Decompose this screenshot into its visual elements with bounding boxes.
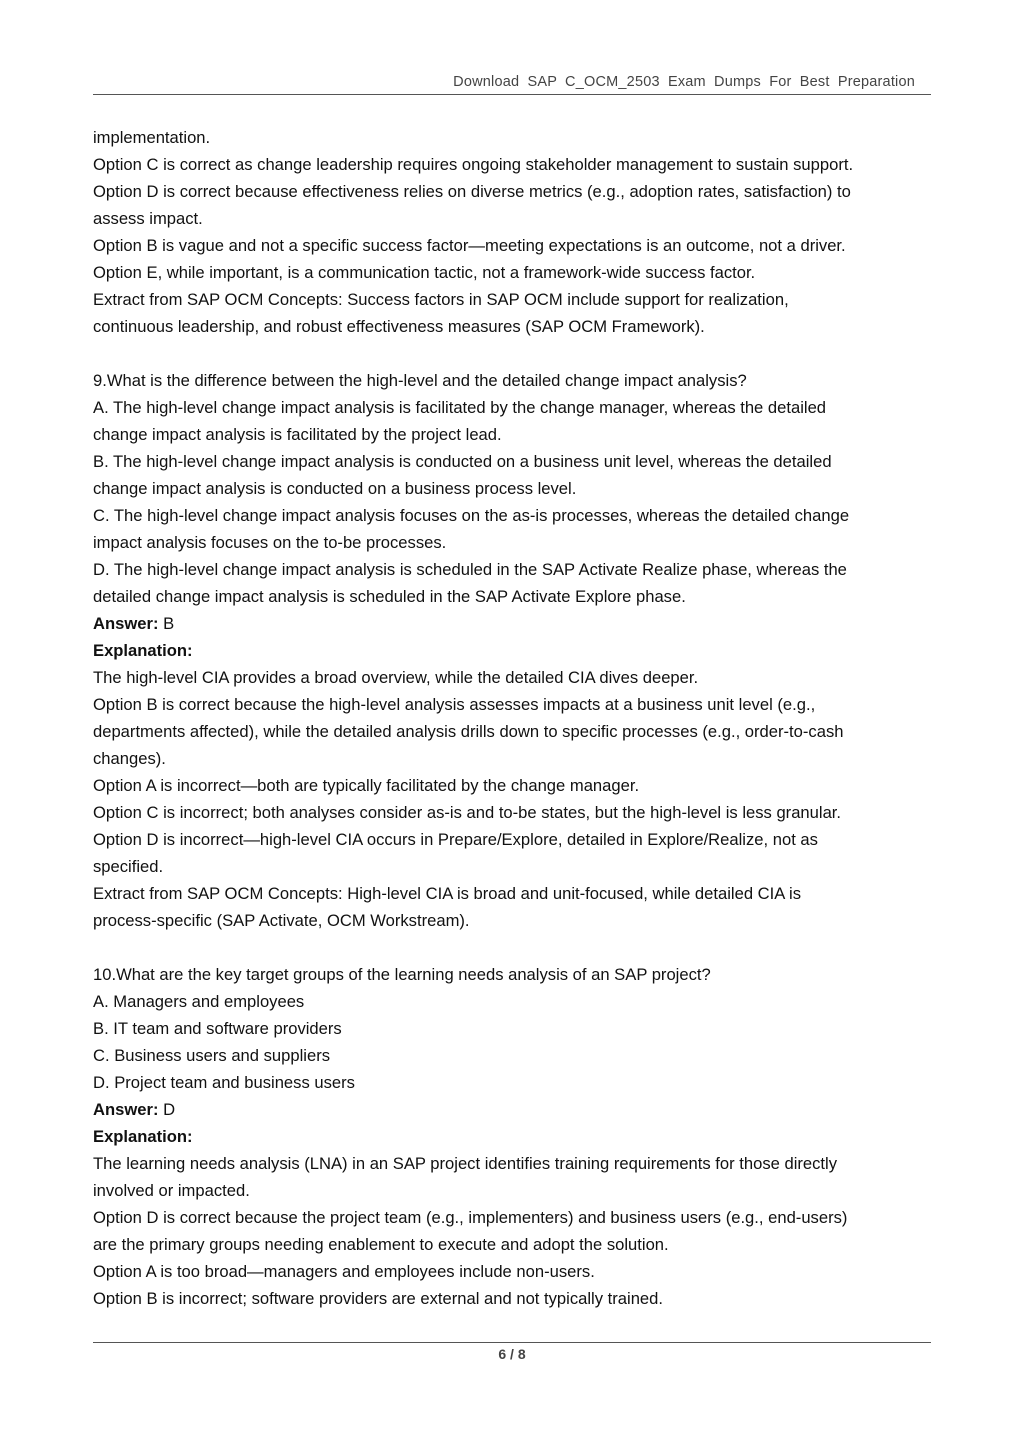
text-line: assess impact. — [93, 209, 203, 228]
option-c-cont: impact analysis focuses on the to-be processes. — [93, 533, 447, 552]
text-line: Option B is vague and not a specific success factor—meeting expectations is an outcome, not a driver. — [93, 236, 846, 255]
option-c: C. Business users and suppliers — [93, 1046, 331, 1065]
explanation-line: Option A is incorrect—both are typically facilitated by the change manager. — [93, 776, 640, 795]
explanation-line: departments affected), while the detailed analysis drills down to specific processes (e.g., order-to-cash — [93, 722, 844, 741]
question-10 — [93, 961, 931, 1312]
explanation-label: Explanation: — [93, 1127, 193, 1146]
answer-value: B — [158, 614, 175, 633]
explanation-line: specified. — [93, 857, 164, 876]
text-line: implementation. — [93, 128, 211, 147]
text-line: continuous leadership, and robust effectiveness measures (SAP OCM Framework). — [93, 317, 705, 336]
text-line: Option C is correct as change leadership requires ongoing stakeholder management to sustain support. — [93, 155, 854, 174]
intro-block — [93, 124, 931, 340]
option-b: B. IT team and software providers — [93, 1019, 342, 1038]
explanation-line: Option B is incorrect; software providers are external and not typically trained. — [93, 1289, 663, 1308]
option-a-cont: change impact analysis is facilitated by the project lead. — [93, 425, 502, 444]
option-b: B. The high-level change impact analysis is conducted on a business unit level, whereas the detailed — [93, 452, 832, 471]
footer-divider — [93, 1342, 931, 1343]
explanation-line: Option A is too broad—managers and employees include non-users. — [93, 1262, 595, 1281]
answer-line — [93, 610, 931, 637]
page-number: 6 / 8 — [498, 1346, 526, 1362]
page-header — [93, 72, 931, 95]
explanation-line: involved or impacted. — [93, 1181, 250, 1200]
answer-label: Answer: — [93, 1100, 159, 1119]
explanation-line: The learning needs analysis (LNA) in an SAP project identifies training requirements for those directly — [93, 1154, 838, 1173]
spacer — [93, 340, 931, 367]
header-title: Download SAP C_OCM_2503 Exam Dumps For Best Preparation — [453, 74, 915, 90]
answer-line — [93, 1096, 931, 1123]
page-content — [93, 124, 931, 1312]
text-line: Option D is correct because effectiveness relies on diverse metrics (e.g., adoption rates, satisfaction) to — [93, 182, 851, 201]
explanation-label: Explanation: — [93, 641, 193, 660]
option-a: A. The high-level change impact analysis is facilitated by the change manager, whereas the detailed — [93, 398, 827, 417]
explanation-line: process-specific (SAP Activate, OCM Workstream). — [93, 911, 470, 930]
text-line: Option E, while important, is a communication tactic, not a framework-wide success factor. — [93, 263, 756, 282]
option-d: D. The high-level change impact analysis is scheduled in the SAP Activate Realize phase, whereas the — [93, 560, 847, 579]
explanation-line: The high-level CIA provides a broad overview, while the detailed CIA dives deeper. — [93, 668, 699, 687]
option-d: D. Project team and business users — [93, 1073, 355, 1092]
explanation-line: Option D is incorrect—high-level CIA occurs in Prepare/Explore, detailed in Explore/Realize, not as — [93, 830, 818, 849]
explanation-line: Extract from SAP OCM Concepts: High-level CIA is broad and unit-focused, while detailed CIA is — [93, 884, 802, 903]
question-text: 10.What are the key target groups of the learning needs analysis of an SAP project? — [93, 965, 711, 984]
option-c: C. The high-level change impact analysis focuses on the as-is processes, whereas the detailed change — [93, 506, 850, 525]
answer-value: D — [158, 1100, 176, 1119]
question-text: 9.What is the difference between the high-level and the detailed change impact analysis? — [93, 371, 747, 390]
option-b-cont: change impact analysis is conducted on a business process level. — [93, 479, 577, 498]
option-d-cont: detailed change impact analysis is scheduled in the SAP Activate Explore phase. — [93, 587, 686, 606]
option-a: A. Managers and employees — [93, 992, 305, 1011]
explanation-line: Option C is incorrect; both analyses consider as-is and to-be states, but the high-level is less granular. — [93, 803, 842, 822]
explanation-line: Option D is correct because the project team (e.g., implementers) and business users (e.g., end-users) — [93, 1208, 848, 1227]
explanation-line: are the primary groups needing enablement to execute and adopt the solution. — [93, 1235, 669, 1254]
explanation-line: Option B is correct because the high-level analysis assesses impacts at a business unit level (e.g., — [93, 695, 816, 714]
explanation-line: changes). — [93, 749, 166, 768]
spacer — [93, 934, 931, 961]
question-9 — [93, 367, 931, 934]
answer-label: Answer: — [93, 614, 159, 633]
text-line: Extract from SAP OCM Concepts: Success factors in SAP OCM include support for realization, — [93, 290, 789, 309]
